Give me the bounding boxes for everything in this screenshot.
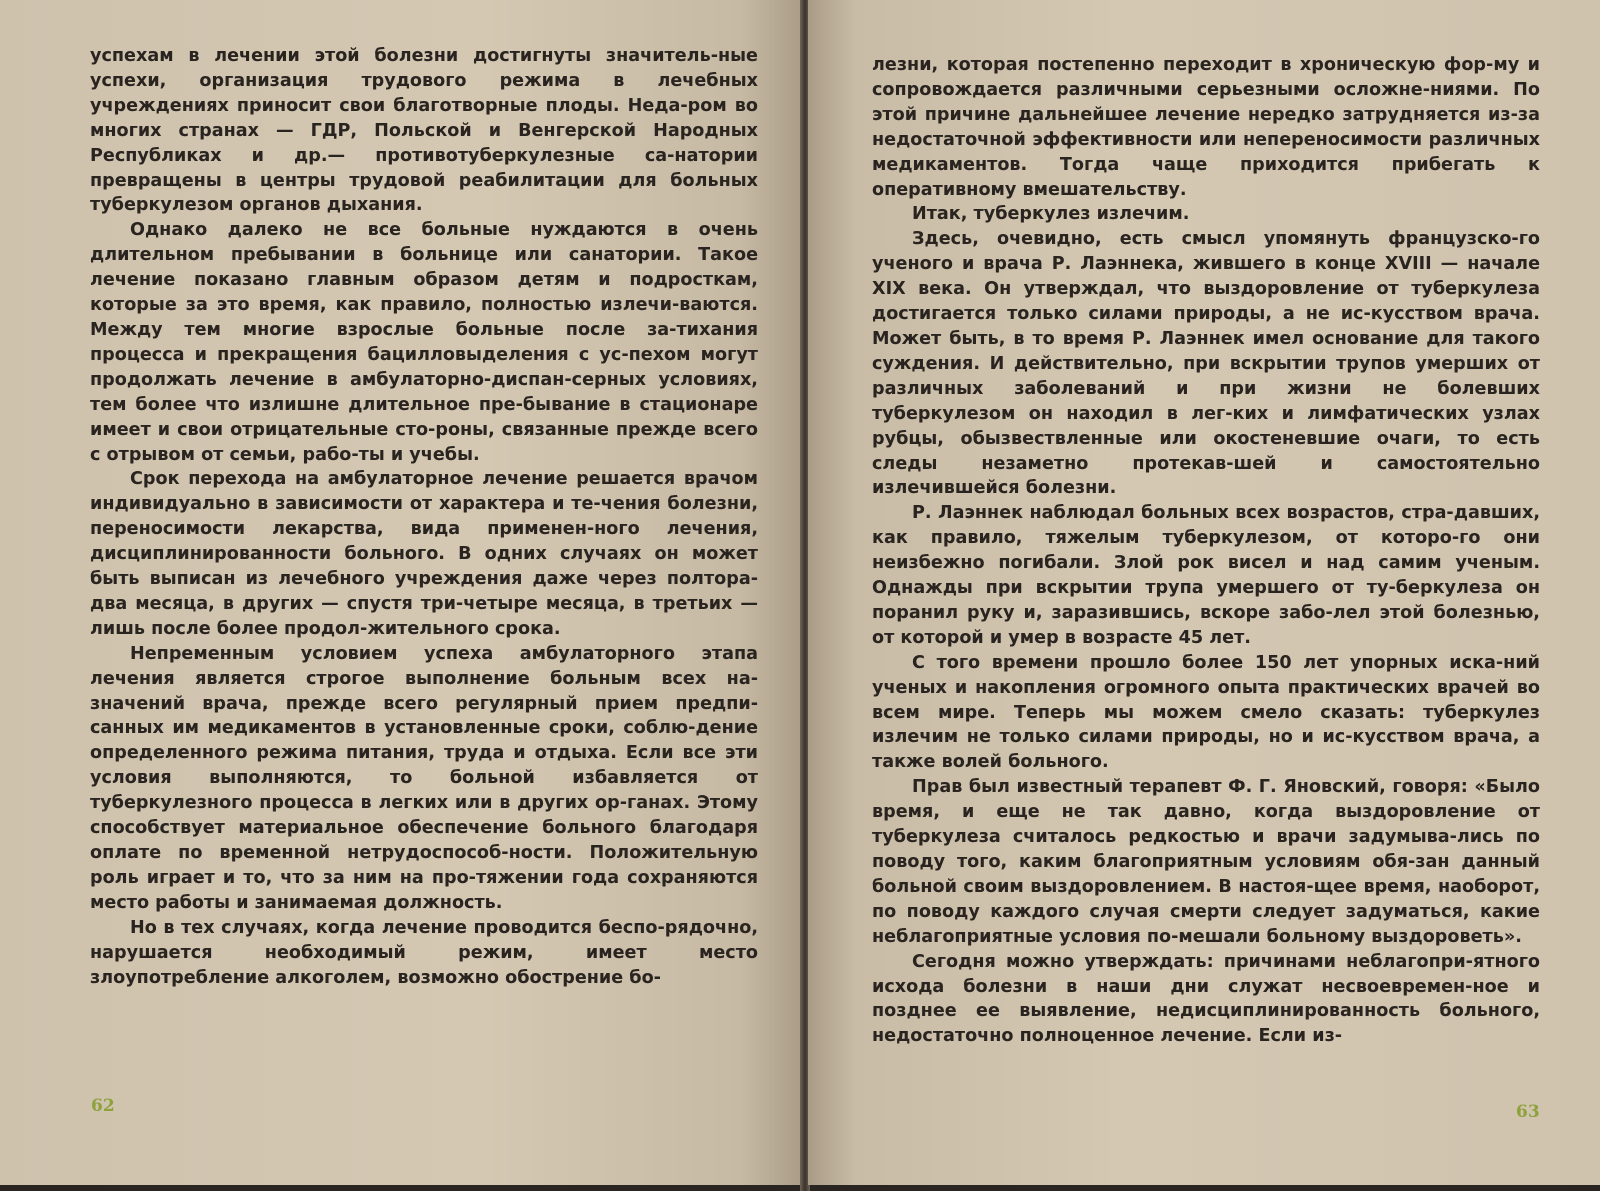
right-paragraph-2: Итак, туберкулез излечим. [912, 204, 1190, 225]
right-paragraph-3: Здесь, очевидно, есть смысл упомянуть французско-го ученого и врача Р. Лаэннека, жившего в конце XVIII — начале XIX века. Он утверждал, что выздоровление от туберкулеза достигается только силами природы, а не ис-кусством врача. Может быть, в то время Р. Лаэннек имел основание для такого суждения. И действительно, при вскрытии трупов умерших от различных заболеваний и при жизни не болевших туберкулезом он находил в лег-ких и лимфатических узлах рубцы, обызвествленные или окостеневшие очаги, то есть следы незаметно протекав-шей и самостоятельно излечившейся болезни. [872, 229, 1540, 499]
left-paragraph-5: Но в тех случаях, когда лечение проводится беспо-рядочно, нарушается необходимый режим, имеет место злоупотребление алкоголем, возможно обострение бо- [90, 917, 758, 988]
left-page [0, 0, 804, 1185]
right-paragraph-1: лезни, которая постепенно переходит в хроническую фор-му и сопровождается различными серьезными осложне-ниями. По этой причине дальнейшее лечение нередко затрудняется из-за недостаточной эффективности или непереносимости различных медикаментов. Тогда чаще приходится прибегать к оперативному вмешательству. [872, 55, 1540, 200]
right-paragraph-4: Р. Лаэннек наблюдал больных всех возрастов, стра-давших, как правило, тяжелым туберкулезом, от которо-го они неизбежно погибали. Злой рок висел и над самим ученым. Однажды при вскрытии трупа умершего от ту-беркулеза он поранил руку и, заразившись, вскоре забо-лел этой болезнью, от которой и умер в возрасте 45 лет. [872, 503, 1540, 648]
left-page-number: 62 [91, 1096, 115, 1116]
left-paragraph-2: Однако далеко не все больные нуждаются в очень длительном пребывании в больнице или санатории. Такое лечение показано главным образом детям и подросткам, которые за это время, как правило, полностью излечи-ваются. Между тем многие взрослые больные после за-тихания процесса и прекращения бацилловыделения с ус-пехом могут продолжать лечение в амбулаторно-диспан-серных условиях, тем более что излишне длительное пре-бывание в стационаре имеет и свои отрицательные сто-роны, связанные прежде всего с отрывом от семьи, рабо-ты и учебы. [90, 220, 758, 465]
right-page [808, 0, 1600, 1185]
left-page-text [90, 44, 758, 990]
left-paragraph-3: Срок перехода на амбулаторное лечение решается врачом индивидуально в зависимости от характера и те-чения болезни, переносимости лекарства, вида применен-ного лечения, дисциплинированности больного. В одних случаях он может быть выписан из лечебного учреждения даже через полтора-два месяца, в других — спустя три-четыре месяца, в третьих — лишь после более продол-жительного срока. [90, 469, 758, 639]
right-page-text [872, 53, 1540, 1049]
right-paragraph-7: Сегодня можно утверждать: причинами неблагопри-ятного исхода болезни в наши дни служат несвоевремен-ное и позднее ее выявление, недисциплинированность больного, недостаточно полноценное лечение. Если из- [872, 951, 1540, 1047]
right-page-number: 63 [1516, 1102, 1540, 1122]
left-paragraph-1: успехам в лечении этой болезни достигнуты значитель-ные успехи, организация трудового режима в лечебных учреждениях приносит свои благотворные плоды. Неда-ром во многих странах — ГДР, Польской и Венгерской Народных Республиках и др.— противотуберкулезные са-натории превращены в центры трудовой реабилитации для больных туберкулезом органов дыхания. [90, 46, 758, 216]
left-paragraph-4: Непременным условием успеха амбулаторного этапа лечения является строгое выполнение больным всех на-значений врача, прежде всего регулярный прием предпи-санных им медикаментов в установленные сроки, соблю-дение определенного режима питания, труда и отдыха. Если все эти условия выполняются, то больной избавляется от туберкулезного процесса в легких или в других ор-ганах. Этому способствует материальное обеспечение больного благодаря оплате по временной нетрудоспособ-ности. Положительную роль играет и то, что за ним на про-тяжении года сохраняются место работы и занимаемая должность. [90, 643, 758, 913]
right-paragraph-5: С того времени прошло более 150 лет упорных иска-ний ученых и накопления огромного опыта практических врачей во всем мире. Теперь мы можем смело сказать: туберкулез излечим не только силами природы, но и ис-кусством врача, а также волей больного. [872, 652, 1540, 773]
right-paragraph-6: Прав был известный терапевт Ф. Г. Яновский, говоря: «Было время, и еще не так давно, когда выздоровление от туберкулеза считалось редкостью и врачи задумыва-лись по поводу того, каким благоприятным условиям обя-зан данный больной своим выздоровлением. В настоя-щее время, наоборот, по поводу каждого случая смерти следует задуматься, какие неблагоприятные условия по-мешали больному выздороветь». [872, 777, 1540, 947]
